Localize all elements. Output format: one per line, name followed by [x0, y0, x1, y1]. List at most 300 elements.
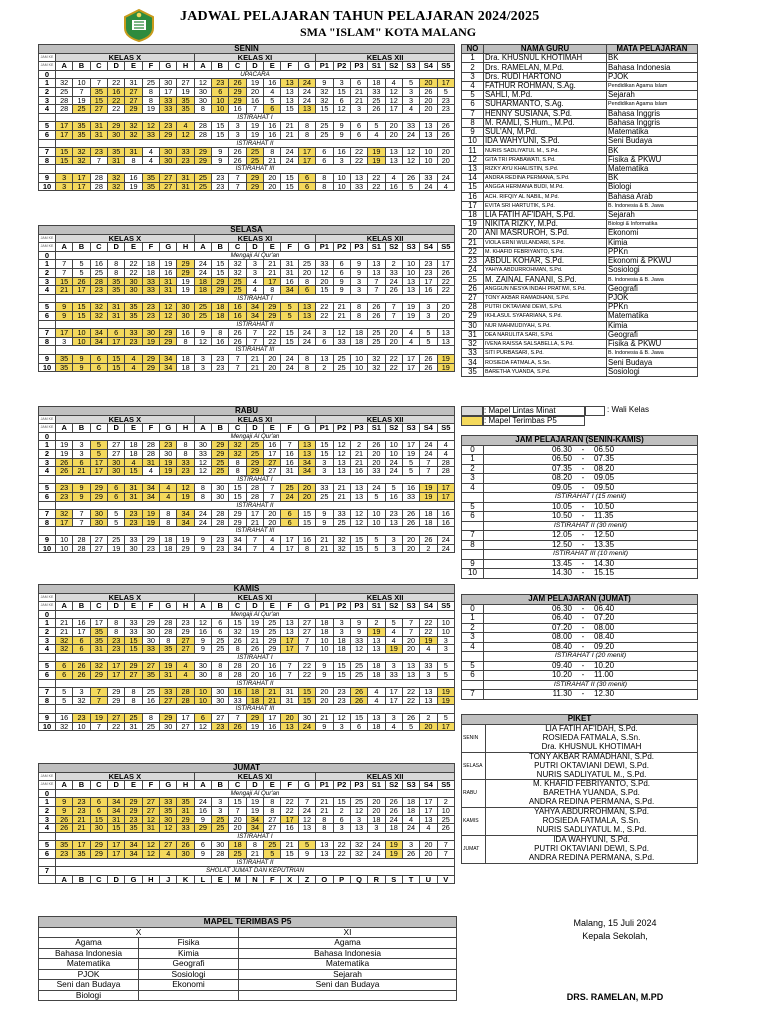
teacher-code-cell: 5 [437, 670, 454, 679]
teacher-code-cell: 22 [264, 337, 281, 346]
teacher-code-cell: 19 [177, 286, 194, 295]
jam-number: 4 [39, 467, 56, 476]
break-label: ISTIRAHAT III [56, 705, 455, 714]
teacher-code-cell: 26 [73, 670, 90, 679]
teacher-code-cell: 16 [281, 277, 298, 286]
teacher-code-cell: 21 [281, 130, 298, 139]
teacher-code-cell: 29 [246, 458, 263, 467]
teacher-code-cell: 33 [316, 484, 333, 493]
class-header: D [246, 62, 263, 71]
teacher-code-cell: 20 [420, 105, 437, 114]
teacher-code-cell: 3 [333, 619, 350, 628]
class-header: P2 [333, 243, 350, 252]
teacher-code-cell: 25 [212, 824, 229, 833]
teacher-code-cell: 15 [281, 105, 298, 114]
teacher-code-cell: 5 [73, 268, 90, 277]
teacher-code-cell: 28 [177, 696, 194, 705]
teacher-no: 24 [462, 266, 484, 275]
lesson-row [39, 337, 455, 346]
teacher-code-cell: 20 [298, 484, 315, 493]
class-code-cell: O [316, 875, 333, 884]
page-header [0, 6, 768, 42]
teacher-code-cell: 27 [142, 662, 159, 671]
teacher-name: DEA NARULITA SARI, S.Pd. [484, 330, 607, 339]
teacher-code-cell: 25 [368, 96, 385, 105]
day-title: JUMAT [39, 764, 455, 773]
teacher-code-cell: 6 [56, 662, 73, 671]
piket-name: NURIS SADLIYATUL M., S.Pd. [536, 824, 647, 834]
teacher-code-cell: 15 [281, 182, 298, 191]
teacher-code-cell: 21 [333, 303, 350, 312]
teacher-code-cell: 15 [229, 619, 246, 628]
teacher-code-cell: 8 [194, 105, 211, 114]
teacher-code-cell: 20 [437, 311, 454, 320]
legend-swatch-p5 [461, 416, 483, 426]
teacher-code-cell: 6 [56, 670, 73, 679]
teacher-code-cell: 4 [177, 670, 194, 679]
p5-x-subject: Fisika [139, 938, 239, 949]
teacher-code-cell: 24 [281, 354, 298, 363]
teacher-code-cell: 29 [125, 798, 142, 807]
teacher-code-cell: 4 [402, 337, 419, 346]
jam-dash: - [581, 568, 585, 578]
teacher-code-cell: 7 [420, 467, 437, 476]
jam-break-label: ISTIRAHAT I (20 menit) [484, 652, 698, 662]
teacher-code-cell: 25 [142, 79, 159, 88]
teacher-code-cell: 21 [73, 815, 90, 824]
teacher-code-cell: 8 [298, 544, 315, 553]
teacher-code-cell: 10 [385, 441, 402, 450]
break-row [39, 501, 455, 510]
teacher-code-cell: 21 [316, 798, 333, 807]
teacher-no: 20 [462, 229, 484, 238]
teacher-code-cell: 4 [177, 122, 194, 131]
break-row [39, 832, 455, 841]
teacher-code-cell: 12 [160, 824, 177, 833]
jam-time [484, 604, 698, 614]
lesson-row [39, 510, 455, 519]
teacher-code-cell: 5 [368, 122, 385, 131]
teacher-code-cell: 29 [177, 268, 194, 277]
teacher-code-cell: 31 [108, 156, 125, 165]
teacher-code-cell: 3 [350, 105, 367, 114]
teacher-code-cell: 21 [264, 260, 281, 269]
teacher-code-cell: 16 [160, 268, 177, 277]
teacher-code-cell: 21 [73, 467, 90, 476]
break-label: ISTIRAHAT II [56, 501, 455, 510]
teacher-code-cell: 12 [350, 806, 367, 815]
class-header: D [108, 602, 125, 611]
jam-time [484, 455, 698, 465]
teacher-code-cell: 3 [402, 841, 419, 850]
teacher-code-cell: 18 [420, 518, 437, 527]
class-header: P2 [333, 62, 350, 71]
teacher-subject: Seni Budaya [607, 358, 698, 367]
class-header: B [73, 243, 90, 252]
teacher-code-cell: 13 [385, 156, 402, 165]
teacher-code-cell: 26 [229, 636, 246, 645]
lesson-row [39, 713, 455, 722]
teacher-code-cell: 4 [142, 148, 159, 157]
teacher-subject: B. Indonesia & B. Jawa [607, 275, 698, 284]
teacher-code-cell: 4 [264, 87, 281, 96]
teacher-code-cell: 24 [281, 492, 298, 501]
teacher-code-cell: 21 [281, 841, 298, 850]
teacher-code-cell: 19 [108, 544, 125, 553]
class-header: F [281, 424, 298, 433]
kelas-xi-label: KELAS XI [194, 234, 315, 243]
teacher-code-cell: 18 [142, 268, 159, 277]
teacher-row [462, 183, 698, 192]
teacher-code-cell: 2 [420, 544, 437, 553]
teacher-code-cell: 17 [402, 441, 419, 450]
teacher-code-cell: 17 [73, 182, 90, 191]
teacher-code-cell: 13 [281, 619, 298, 628]
teacher-code-cell: 19 [402, 303, 419, 312]
class-header: D [246, 781, 263, 790]
teacher-code-cell: 25 [212, 815, 229, 824]
teacher-code-cell: 13 [350, 492, 367, 501]
school-logo-icon [122, 8, 156, 42]
teacher-no: 10 [462, 137, 484, 146]
teacher-code-cell: 29 [142, 354, 159, 363]
lesson-row [39, 824, 455, 833]
teacher-code-cell: 30 [125, 286, 142, 295]
jam-start: 06.30 [551, 445, 572, 454]
break-label: ISTIRAHAT I [56, 294, 455, 303]
kelas-xi-label: KELAS XI [194, 593, 315, 602]
teacher-code-cell: 9 [194, 636, 211, 645]
teacher-code-cell: 15 [281, 849, 298, 858]
teacher-code-cell: 32 [73, 696, 90, 705]
teacher-code-cell: 29 [142, 535, 159, 544]
teacher-code-cell: 35 [73, 130, 90, 139]
teacher-code-cell: 9 [350, 619, 367, 628]
teacher-code-cell: 20 [420, 722, 437, 731]
teacher-code-cell: 30 [177, 311, 194, 320]
teacher-code-cell: 19 [420, 484, 437, 493]
teacher-code-cell: 13 [298, 311, 315, 320]
teacher-code-cell: 17 [385, 688, 402, 697]
jam-number [39, 113, 56, 122]
schedule-table-kamis [38, 584, 455, 731]
jam-number: 0 [39, 789, 56, 798]
teacher-code-cell: 19 [368, 148, 385, 157]
jam-number: 1 [39, 260, 56, 269]
teacher-code-cell: 34 [246, 815, 263, 824]
teacher-code-cell: 20 [368, 806, 385, 815]
teacher-code-cell: 16 [229, 105, 246, 114]
kelas-x-label: KELAS X [56, 234, 195, 243]
teacher-code-cell: 6 [212, 627, 229, 636]
jam-row [462, 614, 698, 624]
jam-number [39, 653, 56, 662]
teacher-code-cell: 33 [368, 87, 385, 96]
kelas-row [39, 415, 455, 424]
class-header: G [160, 243, 177, 252]
piket-group [462, 808, 698, 836]
teacher-code-cell: 29 [177, 815, 194, 824]
jam-time [484, 540, 698, 550]
jam-row [462, 559, 698, 569]
teacher-code-cell: 27 [108, 441, 125, 450]
teacher-code-cell: 6 [281, 510, 298, 519]
teacher-code-cell: 20 [385, 130, 402, 139]
teacher-no: 2 [462, 63, 484, 72]
teacher-code-cell: 13 [350, 824, 367, 833]
teacher-no: 23 [462, 257, 484, 266]
teacher-subject: Biologi [607, 183, 698, 192]
teacher-code-cell: 6 [90, 798, 107, 807]
teacher-code-cell: 29 [125, 806, 142, 815]
teacher-code-cell: 9 [350, 627, 367, 636]
teacher-row [462, 127, 698, 136]
teacher-code-cell: 8 [316, 815, 333, 824]
jam-index: 9 [462, 559, 484, 569]
jam-index: 2 [462, 464, 484, 474]
jam-label: JAM KE [39, 415, 56, 424]
schedule-table-jumat [38, 763, 455, 884]
piket-name: TONY AKBAR RAMADHANI, S.Pd. [528, 752, 655, 761]
jam-end: 13.35 [594, 540, 615, 549]
teacher-code-cell: 20 [229, 824, 246, 833]
break-label: ISTIRAHAT I [56, 475, 455, 484]
jam-row [462, 569, 698, 579]
teacher-code-cell: 12 [333, 105, 350, 114]
teacher-code-cell: 5 [402, 79, 419, 88]
teacher-code-cell: 20 [316, 696, 333, 705]
teacher-code-cell: 17 [298, 156, 315, 165]
teacher-code-cell: 15 [108, 363, 125, 372]
teacher-code-cell: 3 [420, 303, 437, 312]
teacher-code-cell: 20 [246, 87, 263, 96]
class-header: C [90, 62, 107, 71]
teacher-code-cell: 3 [350, 815, 367, 824]
teacher-code-cell: 16 [229, 311, 246, 320]
teacher-code-cell: 27 [125, 670, 142, 679]
teacher-code-cell: 8 [212, 662, 229, 671]
teacher-code-cell: 15 [212, 260, 229, 269]
teacher-code-cell: 8 [212, 670, 229, 679]
teacher-code-cell: 8 [177, 337, 194, 346]
lesson-row [39, 627, 455, 636]
teacher-code-cell: 22 [385, 354, 402, 363]
jam-number: 5 [39, 841, 56, 850]
break-label: ISTIRAHAT III [56, 346, 455, 355]
class-code-cell: D [108, 875, 125, 884]
class-header: G [298, 602, 315, 611]
teacher-code-cell: 32 [56, 510, 73, 519]
teacher-code-cell: 22 [298, 670, 315, 679]
teacher-code-cell: 19 [142, 337, 159, 346]
teacher-code-cell: 7 [246, 337, 263, 346]
teacher-code-cell: 16 [385, 182, 402, 191]
teacher-code-cell: 27 [177, 722, 194, 731]
teacher-code-cell: 16 [73, 619, 90, 628]
teacher-name: FATHUR ROHMAN, S.Ag. [484, 81, 607, 90]
teacher-code-cell: 26 [402, 173, 419, 182]
jam-number [39, 139, 56, 148]
teacher-code-cell: 12 [194, 337, 211, 346]
teacher-code-cell: 33 [420, 173, 437, 182]
teacher-code-cell: 20 [298, 492, 315, 501]
teacher-code-cell: 19 [246, 619, 263, 628]
class-header: F [281, 62, 298, 71]
teacher-code-cell: 27 [177, 79, 194, 88]
jam-index: 7 [462, 531, 484, 541]
teacher-code-cell: 17 [56, 122, 73, 131]
teacher-code-cell: 25 [73, 105, 90, 114]
teacher-code-cell: 2 [316, 363, 333, 372]
teacher-code-cell: 7 [229, 363, 246, 372]
teacher-code-cell: 27 [298, 619, 315, 628]
teacher-code-cell: 15 [212, 268, 229, 277]
break-label: Mengaji Al Qur'an [56, 610, 455, 619]
teacher-code-cell: 19 [437, 688, 454, 697]
lesson-row [39, 87, 455, 96]
teacher-code-cell: 19 [246, 627, 263, 636]
teacher-code-cell: 20 [264, 510, 281, 519]
piket-name: PUTRI OKTAVIANI DEWI, S.Pd. [534, 843, 649, 853]
teacher-code-cell: 8 [108, 627, 125, 636]
teacher-code-cell: 3 [73, 441, 90, 450]
kelas-x-label: KELAS X [56, 593, 195, 602]
teacher-code-cell: 6 [316, 156, 333, 165]
teacher-code-cell: 35 [56, 841, 73, 850]
teacher-code-cell: 12 [142, 849, 159, 858]
teacher-code-cell: 10 [56, 544, 73, 553]
teacher-code-cell: 12 [194, 467, 211, 476]
lesson-row [39, 105, 455, 114]
class-header: S1 [368, 424, 385, 433]
teacher-code-cell: 3 [229, 122, 246, 131]
teacher-code-cell: 35 [90, 636, 107, 645]
teacher-code-cell: 13 [281, 79, 298, 88]
lesson-row [39, 173, 455, 182]
teacher-code-cell: 16 [90, 260, 107, 269]
teacher-code-cell: 25 [229, 849, 246, 858]
teacher-code-cell: 15 [298, 518, 315, 527]
jam-end: 07.35 [594, 454, 615, 464]
teacher-code-cell: 10 [437, 619, 454, 628]
teacher-name: SAHLI, M.Pd. [484, 91, 607, 100]
teacher-code-cell: 17 [420, 798, 437, 807]
teacher-code-cell: 30 [177, 849, 194, 858]
teacher-code-cell: 21 [246, 354, 263, 363]
kelas-xii-label: KELAS XII [316, 593, 455, 602]
teacher-code-cell: 21 [350, 449, 367, 458]
teacher-code-cell: 34 [160, 354, 177, 363]
teacher-row [462, 54, 698, 63]
teacher-subject: Sosiologi [607, 367, 698, 376]
class-header: G [160, 424, 177, 433]
teacher-code-cell: 8 [212, 329, 229, 338]
teacher-code-cell: 18 [229, 841, 246, 850]
piket-day: KAMIS [462, 808, 486, 836]
teacher-code-cell: 23 [125, 337, 142, 346]
teacher-code-cell: 10 [437, 806, 454, 815]
teacher-code-cell: 21 [350, 87, 367, 96]
teacher-code-cell: 29 [160, 329, 177, 338]
teacher-code-cell: 17 [385, 105, 402, 114]
teacher-code-cell: 29 [160, 337, 177, 346]
jam-start: 10.20 [551, 670, 572, 680]
class-header: B [212, 243, 229, 252]
teacher-code-cell: 25 [212, 645, 229, 654]
teacher-code-cell: 33 [229, 696, 246, 705]
teacher-code-cell: 31 [125, 722, 142, 731]
teacher-code-cell: 16 [281, 449, 298, 458]
teacher-code-cell: 22 [402, 696, 419, 705]
jam-dash: - [581, 642, 585, 651]
teacher-code-cell: 24 [194, 260, 211, 269]
teacher-code-cell: 28 [56, 96, 73, 105]
teacher-code-cell: 13 [402, 662, 419, 671]
teacher-code-cell: 13 [437, 329, 454, 338]
class-header: C [90, 424, 107, 433]
legend [461, 406, 697, 426]
teacher-row [462, 275, 698, 284]
teacher-code-cell: 16 [264, 670, 281, 679]
piket-name: IDA WAHYUNI, S.Pd. [553, 835, 630, 844]
teacher-code-cell: 23 [177, 156, 194, 165]
teacher-code-cell: 23 [212, 363, 229, 372]
class-header: D [246, 243, 263, 252]
teacher-code-cell: 29 [90, 849, 107, 858]
piket-day: SENIN [462, 725, 486, 753]
jam-label-2: JAM KE [39, 243, 56, 252]
jam-end: 07.20 [594, 613, 615, 623]
teacher-code-cell: 8 [160, 518, 177, 527]
jam-start: 06.40 [551, 613, 572, 623]
teacher-code-cell: 26 [437, 268, 454, 277]
teacher-code-cell: 28 [160, 627, 177, 636]
teacher-code-cell: 23 [212, 544, 229, 553]
day-title-row [39, 764, 455, 773]
teacher-code-cell: 13 [420, 815, 437, 824]
teacher-code-cell: 30 [212, 841, 229, 850]
teacher-code-cell: 5 [90, 441, 107, 450]
teacher-code-cell: 28 [90, 173, 107, 182]
teacher-code-cell: 30 [194, 87, 211, 96]
teacher-name: Drs. RAMELAN, M.Pd. [484, 63, 607, 72]
teacher-code-cell: 10 [368, 510, 385, 519]
teacher-code-cell: 17 [298, 148, 315, 157]
p5-row [39, 948, 457, 959]
teacher-code-cell: 19 [90, 713, 107, 722]
teacher-code-cell: 25 [142, 688, 159, 697]
lesson-row [39, 303, 455, 312]
teacher-code-cell: 3 [368, 824, 385, 833]
jam-time [484, 531, 698, 541]
jam-start: 07.35 [551, 464, 572, 473]
teacher-code-cell: 18 [402, 798, 419, 807]
class-header: S5 [437, 62, 454, 71]
teacher-subject: PPKn [607, 303, 698, 312]
teacher-code-cell: 27 [298, 627, 315, 636]
teacher-code-cell: 29 [194, 148, 211, 157]
teacher-code-cell: 26 [420, 87, 437, 96]
teacher-no: 17 [462, 201, 484, 210]
class-header: S1 [368, 781, 385, 790]
class-header: S2 [385, 781, 402, 790]
teacher-code-cell: 15 [298, 510, 315, 519]
teacher-code-cell: 5 [420, 337, 437, 346]
teacher-code-cell: 6 [108, 329, 125, 338]
teacher-code-cell: 25 [212, 458, 229, 467]
class-header: F [281, 243, 298, 252]
teacher-code-cell: 23 [212, 173, 229, 182]
